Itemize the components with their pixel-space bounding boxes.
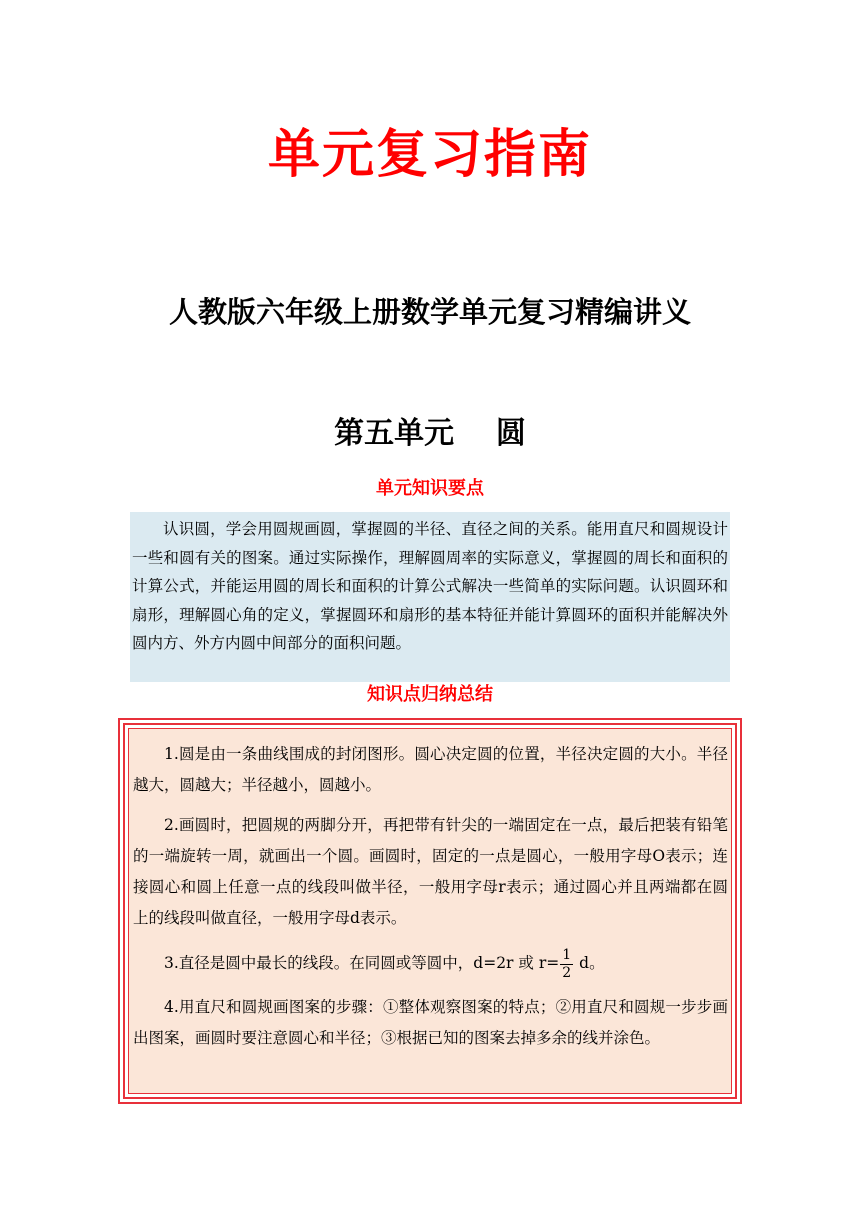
summary-item-4: 4.用直尺和圆规画图案的步骤：①整体观察图案的特点；②用直尺和圆规一步步画出图案，画圆时要注意圆心和半径；③根据已知的图案去掉多余的线并涂色。 [133, 998, 728, 1047]
summary-frame-middle [123, 723, 737, 1099]
summary-frame [118, 718, 742, 1104]
summary-item-1: 1.圆是由一条曲线围成的封闭图形。圆心决定圆的位置，半径决定圆的大小。半径越大，圆越大；半径越小，圆越小。 [133, 745, 728, 794]
summary-heading: 知识点归纳总结 [367, 684, 493, 705]
fraction-numerator: 1 [562, 946, 572, 963]
document-subtitle: 人教版六年级上册数学单元复习精编讲义 [168, 295, 691, 329]
summary-item-3-text: 3.直径是圆中最长的线段。在同圆或等圆中，d=2r 或 r= [164, 954, 560, 972]
fraction-denominator: 2 [562, 964, 572, 981]
unit-title: 第五单元 圆 [334, 416, 526, 451]
summary-content [133, 739, 728, 1063]
main-title: 单元复习指南 [267, 125, 592, 185]
summary-item-2: 2.画圆时，把圆规的两脚分开，再把带有针尖的一端固定在一点，最后把装有铅笔的一端旋转一周，就画出一个圆。画圆时，固定的一点是圆心，一般用字母O表示；连接圆心和圆上任意一点的线段叫做半径，一般用字母r表示；通过圆心并且两端都在圆上的线段叫做直径，一般用字母d表示。 [133, 816, 728, 927]
knowledge-points-box [130, 512, 730, 682]
summary-box [128, 728, 732, 1094]
summary-item-3-tail: d。 [579, 954, 605, 972]
knowledge-points-heading: 单元知识要点 [376, 478, 484, 499]
summary-item-3 [133, 943, 728, 983]
knowledge-points-text: 认识圆，学会用圆规画圆，掌握圆的半径、直径之间的关系。能用直尺和圆规设计一些和圆有关的图案。通过实际操作，理解圆周率的实际意义，掌握圆的周长和面积的计算公式，并能运用圆的周长和面积的计算公式解决一些简单的实际问题。认识圆环和扇形，理解圆心角的定义，掌握圆环和扇形的基本特征并能计算圆环的面积并能解决外圆内方、外方内圆中间部分的面积问题。 [132, 520, 728, 652]
fraction-one-half [560, 947, 573, 982]
